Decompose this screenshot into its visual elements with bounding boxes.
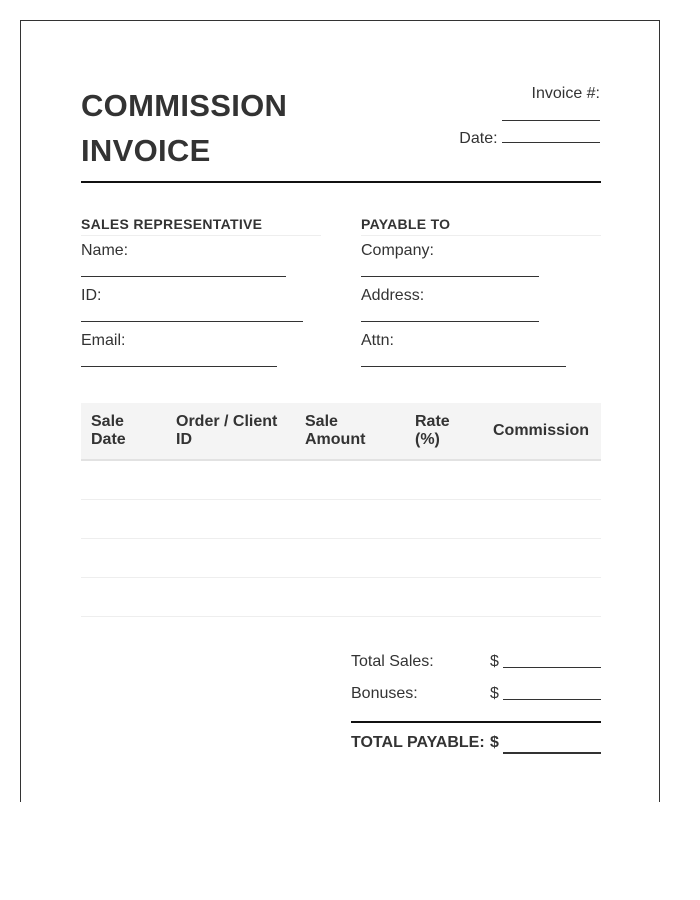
total-payable-input[interactable] bbox=[503, 752, 601, 754]
company-input[interactable] bbox=[361, 276, 539, 277]
sales-representative-heading: SALES REPRESENTATIVE bbox=[81, 215, 321, 236]
header-divider bbox=[81, 181, 601, 183]
col-header-sale-amount-line1: Sale bbox=[305, 413, 338, 430]
col-header-rate-line1: Rate bbox=[415, 413, 450, 430]
table-cell[interactable] bbox=[166, 578, 295, 617]
rep-email-input[interactable] bbox=[81, 366, 277, 367]
company-field bbox=[361, 236, 601, 281]
title-line-1: COMMISSION bbox=[81, 88, 288, 123]
commission-table bbox=[81, 403, 601, 617]
col-header-order-line2: ID bbox=[176, 431, 192, 448]
table-cell[interactable] bbox=[405, 460, 483, 500]
col-header-order-client-id bbox=[166, 403, 295, 460]
invoice-number-label: Invoice #: bbox=[531, 85, 600, 102]
col-header-order-line1: Order / Client bbox=[176, 413, 278, 430]
table-cell[interactable] bbox=[405, 578, 483, 617]
table-cell[interactable] bbox=[166, 539, 295, 578]
total-payable-label: TOTAL PAYABLE: bbox=[351, 734, 485, 751]
table-cell[interactable] bbox=[166, 500, 295, 539]
total-sales-input[interactable] bbox=[503, 667, 601, 668]
payable-to-section bbox=[361, 215, 601, 371]
address-field bbox=[361, 281, 601, 326]
table-cell[interactable] bbox=[81, 500, 166, 539]
rep-id-label: ID: bbox=[81, 287, 102, 304]
table-cell[interactable] bbox=[81, 460, 166, 500]
rep-email-field bbox=[81, 326, 321, 371]
date-label: Date: bbox=[459, 130, 498, 147]
table-cell[interactable] bbox=[81, 578, 166, 617]
col-header-rate-line2: (%) bbox=[415, 431, 440, 448]
table-cell[interactable] bbox=[405, 500, 483, 539]
total-sales-row bbox=[351, 649, 601, 681]
col-header-commission-line1: Commission bbox=[493, 422, 590, 439]
table-cell[interactable] bbox=[166, 460, 295, 500]
table-row bbox=[81, 460, 601, 500]
total-sales-currency: $ bbox=[490, 653, 499, 670]
total-payable-row bbox=[351, 733, 601, 757]
company-label: Company: bbox=[361, 242, 434, 259]
col-header-commission bbox=[483, 403, 601, 460]
totals-divider bbox=[351, 721, 601, 723]
table-row bbox=[81, 578, 601, 617]
rep-email-label: Email: bbox=[81, 332, 126, 349]
title-line-2: INVOICE bbox=[81, 133, 211, 168]
table-cell[interactable] bbox=[81, 539, 166, 578]
attn-label: Attn: bbox=[361, 332, 394, 349]
col-header-sale-date-line1: Sale bbox=[91, 413, 124, 430]
table-cell[interactable] bbox=[295, 460, 405, 500]
bonuses-row bbox=[351, 681, 601, 713]
invoice-meta bbox=[459, 83, 600, 150]
col-header-rate bbox=[405, 403, 483, 460]
table-cell[interactable] bbox=[295, 578, 405, 617]
rep-id-input[interactable] bbox=[81, 321, 303, 322]
attn-input[interactable] bbox=[361, 366, 566, 367]
bonuses-currency: $ bbox=[490, 685, 499, 702]
rep-name-input[interactable] bbox=[81, 276, 286, 277]
col-header-sale-amount bbox=[295, 403, 405, 460]
table-cell[interactable] bbox=[483, 460, 601, 500]
col-header-sale-amount-line2: Amount bbox=[305, 431, 366, 448]
payable-to-heading: PAYABLE TO bbox=[361, 215, 601, 236]
rep-name-field bbox=[81, 236, 321, 281]
address-input[interactable] bbox=[361, 321, 539, 322]
table-cell[interactable] bbox=[483, 578, 601, 617]
sales-representative-section bbox=[81, 215, 321, 371]
attn-field bbox=[361, 326, 601, 371]
address-label: Address: bbox=[361, 287, 425, 304]
table-row bbox=[81, 539, 601, 578]
table-row bbox=[81, 500, 601, 539]
table-cell[interactable] bbox=[295, 500, 405, 539]
bonuses-input[interactable] bbox=[503, 699, 601, 700]
date-field[interactable] bbox=[502, 128, 600, 143]
invoice-page bbox=[20, 20, 660, 802]
invoice-number-field[interactable] bbox=[502, 106, 600, 121]
table-cell[interactable] bbox=[405, 539, 483, 578]
rep-id-field bbox=[81, 281, 321, 326]
table-cell[interactable] bbox=[483, 539, 601, 578]
table-cell[interactable] bbox=[483, 500, 601, 539]
col-header-sale-date bbox=[81, 403, 166, 460]
table-cell[interactable] bbox=[295, 539, 405, 578]
bonuses-label: Bonuses: bbox=[351, 685, 418, 702]
rep-name-label: Name: bbox=[81, 242, 129, 259]
total-sales-label: Total Sales: bbox=[351, 653, 434, 670]
table-header-row bbox=[81, 403, 601, 460]
total-payable-currency: $ bbox=[490, 734, 499, 751]
page-title bbox=[81, 83, 287, 173]
col-header-sale-date-line2: Date bbox=[91, 431, 126, 448]
totals-section bbox=[351, 649, 601, 751]
